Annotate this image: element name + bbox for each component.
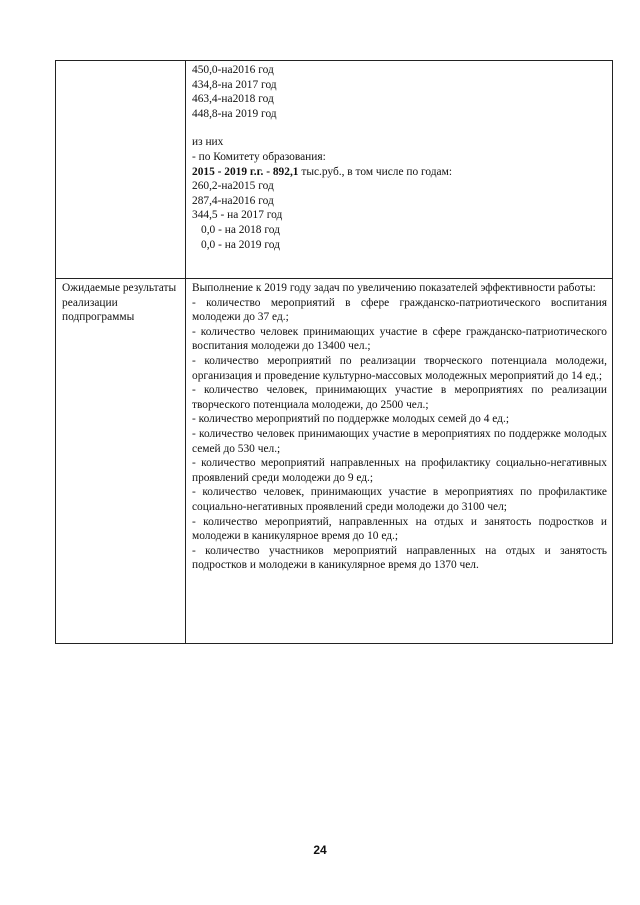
funding-subheading: из них [192, 136, 224, 149]
page-number: 24 [313, 843, 327, 857]
result-item: - количество мероприятий по реализации творческого потенциала молодежи, организация и проведение культурно-массовых молодежных мероприятий до 14 ед.; [192, 354, 607, 382]
funding-line: 344,5 - на 2017 год [192, 209, 283, 222]
result-item: - количество участников мероприятий направленных на отдых и занятость подростков и молодежи в каникулярное время до 1370 чел. [192, 544, 607, 572]
funding-cell [186, 61, 613, 279]
funding-line: 450,0-на2016 год [192, 64, 274, 76]
funding-line: 260,2-на2015 год [192, 180, 274, 193]
result-item: - количество человек принимающих участие в мероприятиях по поддержке молодых семей до 530 чел.; [192, 427, 607, 455]
funding-summary [192, 165, 607, 180]
result-item: - количество мероприятий направленных на профилактику социально-негативных проявлений среди молодежи до 9 ед.; [192, 457, 607, 484]
funding-line: 287,4-на2016 год [192, 194, 274, 207]
funding-summary-rest: тыс.руб., в том числе по годам: [298, 165, 452, 178]
funding-line: 0,0 - на 2018 год [201, 223, 280, 236]
results-label-cell [56, 279, 186, 644]
funding-line: 0,0 - на 2019 год [201, 238, 280, 251]
results-cell [186, 279, 613, 644]
funding-line: 463,4-на2018 год [192, 93, 274, 106]
results-intro: Выполнение к 2019 году задач по увеличению показателей эффективности работы: [192, 282, 596, 294]
results-label: Ожидаемые результаты реализации подпрограммы [62, 282, 177, 324]
result-item: - количество человек, принимающих участие в мероприятиях по профилактике социально-негативных проявлений среди молодежи до 3100 чел; [192, 486, 607, 513]
result-item: - количество человек принимающих участие в сфере гражданско-патриотического воспитания молодежи до 13400 чел.; [192, 325, 607, 353]
program-table [55, 60, 613, 644]
result-item: - количество человек, принимающих участие в мероприятиях по реализации творческого потенциала молодежи, до 2500 чел.; [192, 384, 607, 411]
funding-committee: - по Комитету образования: [192, 150, 326, 163]
result-item: - количество мероприятий в сфере гражданско-патриотического воспитания молодежи до 37 ед.; [192, 296, 607, 324]
spacer [192, 121, 607, 135]
funding-line: 448,8-на 2019 год [192, 107, 277, 120]
funding-line: 434,8-на 2017 год [192, 78, 277, 91]
result-item: - количество мероприятий по поддержке молодых семей до 4 ед.; [192, 413, 509, 426]
result-item: - количество мероприятий, направленных на отдых и занятость подростков и молодежи в каникулярное время до 10 ед.; [192, 515, 607, 543]
table-row-funding [56, 61, 613, 279]
funding-summary-bold: 2015 - 2019 г.г. - 892,1 [192, 165, 299, 178]
table-row-results [56, 279, 613, 644]
label-cell-empty [56, 61, 186, 279]
